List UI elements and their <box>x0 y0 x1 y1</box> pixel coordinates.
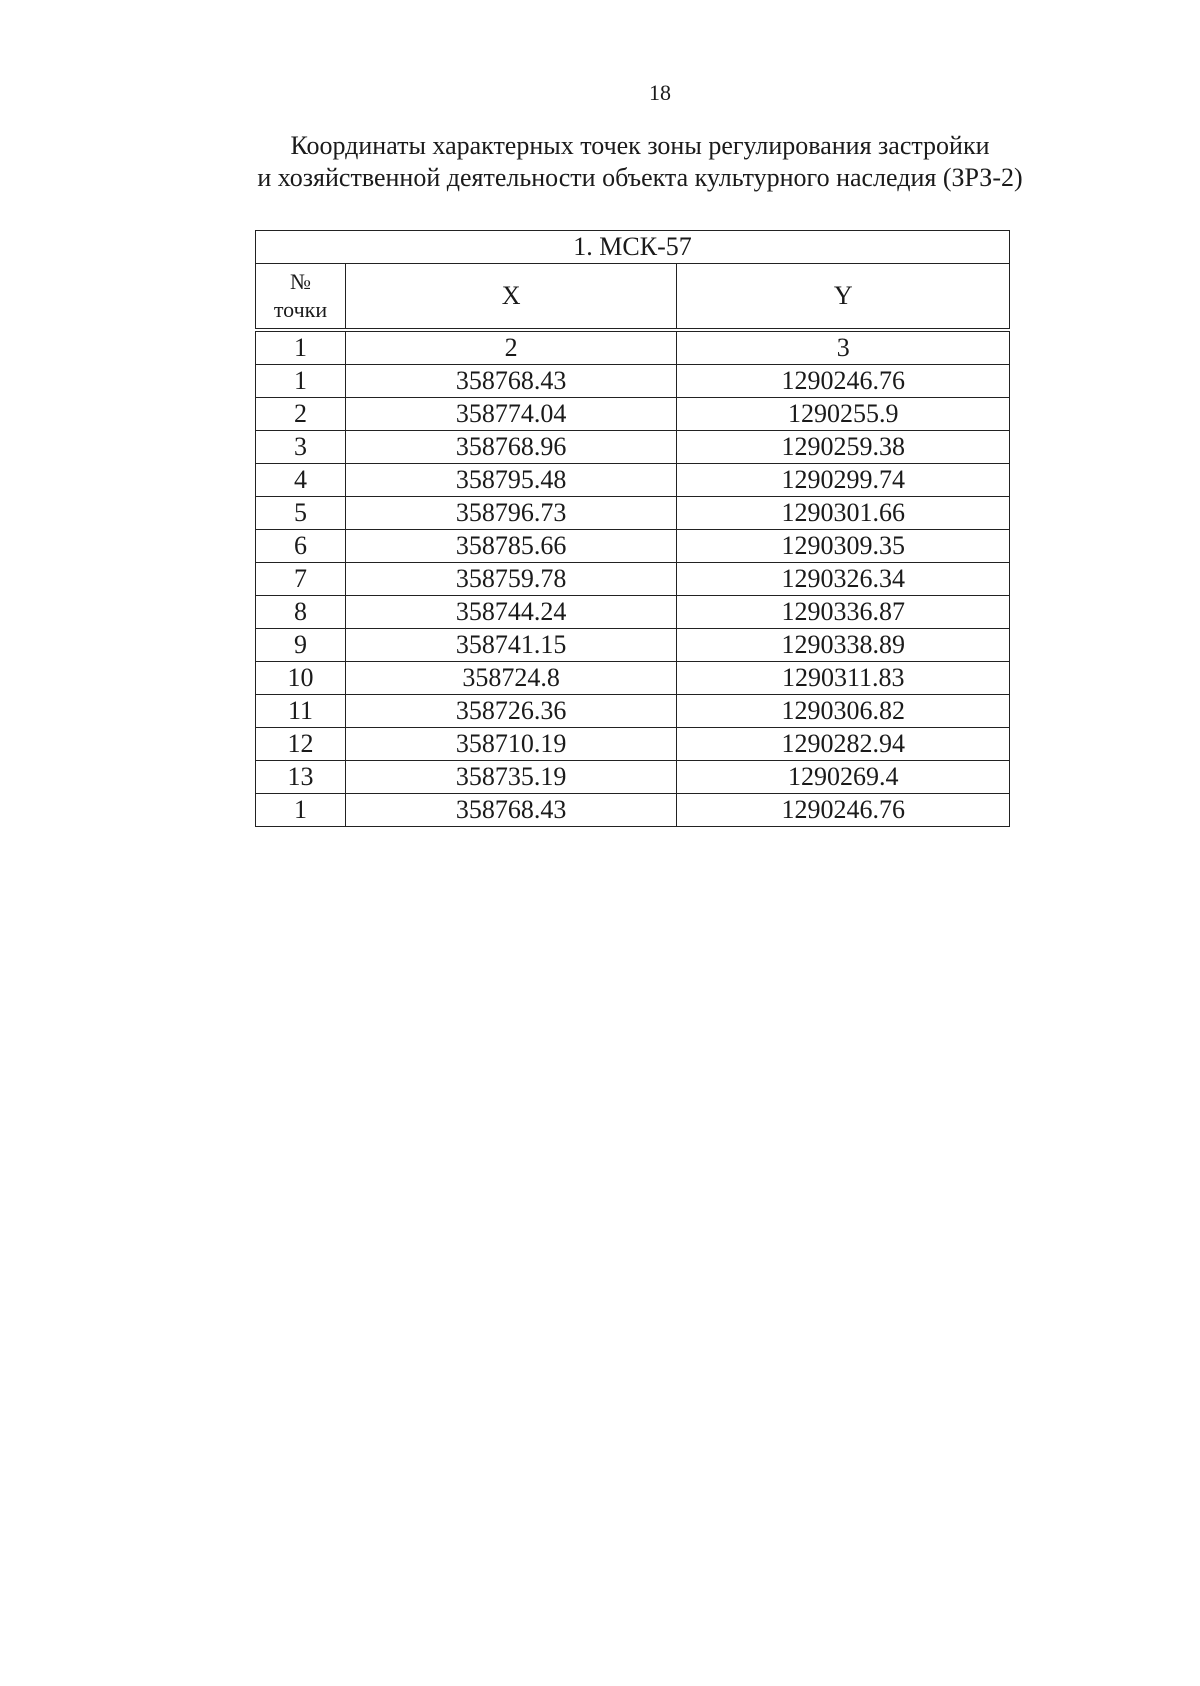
point-number-cell: 6 <box>256 530 346 563</box>
table-row <box>256 530 1010 563</box>
point-number-cell: 8 <box>256 596 346 629</box>
header-row <box>256 264 1010 331</box>
title-line-2: и хозяйственной деятельности объекта культурного наследия (ЗРЗ-2) <box>257 163 1023 192</box>
table-row <box>256 662 1010 695</box>
y-coordinate-cell: 1290269.4 <box>677 761 1010 794</box>
y-coordinate-cell: 1290336.87 <box>677 596 1010 629</box>
x-coordinate-cell: 358768.96 <box>345 431 677 464</box>
x-coordinate-cell: 358710.19 <box>345 728 677 761</box>
point-number-cell: 3 <box>256 431 346 464</box>
point-number-cell: 10 <box>256 662 346 695</box>
point-number-cell: 11 <box>256 695 346 728</box>
column-number: 2 <box>345 330 677 365</box>
coordinate-system-label: 1. МСК-57 <box>256 231 1010 264</box>
y-header: Y <box>677 264 1010 331</box>
x-coordinate-cell: 358785.66 <box>345 530 677 563</box>
x-coordinate-cell: 358796.73 <box>345 497 677 530</box>
document-title <box>200 130 1080 194</box>
point-number-cell: 12 <box>256 728 346 761</box>
y-coordinate-cell: 1290246.76 <box>677 794 1010 827</box>
x-coordinate-cell: 358724.8 <box>345 662 677 695</box>
point-number-cell: 1 <box>256 794 346 827</box>
table-row <box>256 794 1010 827</box>
coordinate-system-row <box>256 231 1010 264</box>
y-coordinate-cell: 1290326.34 <box>677 563 1010 596</box>
table-row <box>256 563 1010 596</box>
point-number-header <box>256 264 346 331</box>
x-coordinate-cell: 358744.24 <box>345 596 677 629</box>
table-row <box>256 431 1010 464</box>
y-coordinate-cell: 1290306.82 <box>677 695 1010 728</box>
y-coordinate-cell: 1290301.66 <box>677 497 1010 530</box>
y-coordinate-cell: 1290255.9 <box>677 398 1010 431</box>
point-number-cell: 4 <box>256 464 346 497</box>
y-coordinate-cell: 1290246.76 <box>677 365 1010 398</box>
column-numbers-row <box>256 330 1010 365</box>
x-coordinate-cell: 358768.43 <box>345 365 677 398</box>
page-number: 18 <box>649 80 671 105</box>
point-number-cell: 13 <box>256 761 346 794</box>
title-line-1: Координаты характерных точек зоны регулирования застройки <box>290 131 990 160</box>
point-number-symbol: № <box>289 269 311 294</box>
y-coordinate-cell: 1290309.35 <box>677 530 1010 563</box>
x-coordinate-cell: 358768.43 <box>345 794 677 827</box>
y-coordinate-cell: 1290311.83 <box>677 662 1010 695</box>
x-coordinate-cell: 358726.36 <box>345 695 677 728</box>
point-number-cell: 5 <box>256 497 346 530</box>
table-row <box>256 398 1010 431</box>
table-row <box>256 365 1010 398</box>
table-row <box>256 464 1010 497</box>
point-number-cell: 1 <box>256 365 346 398</box>
column-number: 3 <box>677 330 1010 365</box>
point-number-cell: 9 <box>256 629 346 662</box>
coordinates-table <box>255 230 1010 827</box>
x-coordinate-cell: 358735.19 <box>345 761 677 794</box>
point-number-word: точки <box>273 297 328 322</box>
table-row <box>256 497 1010 530</box>
x-coordinate-cell: 358759.78 <box>345 563 677 596</box>
table-row <box>256 761 1010 794</box>
y-coordinate-cell: 1290282.94 <box>677 728 1010 761</box>
point-number-cell: 7 <box>256 563 346 596</box>
column-number: 1 <box>256 330 346 365</box>
x-coordinate-cell: 358795.48 <box>345 464 677 497</box>
x-coordinate-cell: 358774.04 <box>345 398 677 431</box>
table-row <box>256 728 1010 761</box>
y-coordinate-cell: 1290338.89 <box>677 629 1010 662</box>
x-header: X <box>345 264 677 331</box>
point-number-cell: 2 <box>256 398 346 431</box>
table-row <box>256 596 1010 629</box>
table-row <box>256 629 1010 662</box>
table-row <box>256 695 1010 728</box>
x-coordinate-cell: 358741.15 <box>345 629 677 662</box>
y-coordinate-cell: 1290259.38 <box>677 431 1010 464</box>
y-coordinate-cell: 1290299.74 <box>677 464 1010 497</box>
